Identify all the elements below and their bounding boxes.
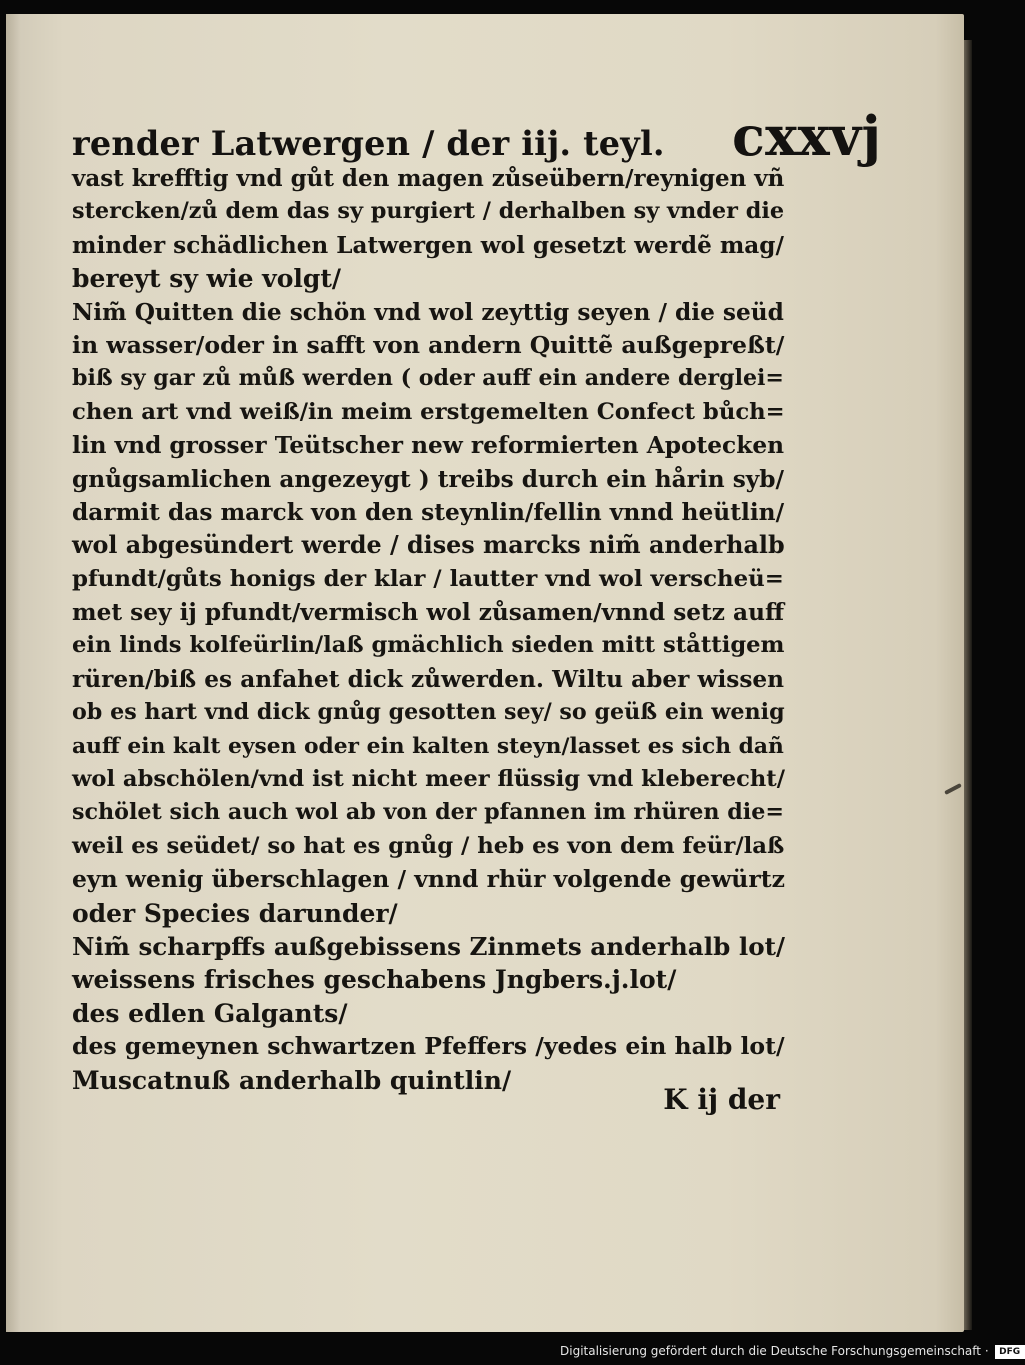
page-gutter-edge xyxy=(6,14,20,1332)
text-line: vast krefftig vnd gůt den magen zůseübern/reynigen vñ xyxy=(72,165,785,192)
page-edge-shadow xyxy=(964,40,972,1330)
text-line: in wasser/oder in safft von andern Quittẽ außgepreßt/ xyxy=(72,330,785,359)
text-line: Nim̃ scharpffs außgebissens Zinmets anderhalb lot/ xyxy=(72,931,785,961)
text-line: wol abgesündert werde / dises marcks nim̃ anderhalb xyxy=(72,531,785,560)
text-line: stercken/zů dem das sy purgiert / derhalben sy vnder die xyxy=(72,198,785,225)
text-line: biß sy gar zů můß werden ( oder auff ein andere derglei= xyxy=(72,365,784,392)
text-line: weissens frisches geschabens Jngbers.j.lot/ xyxy=(72,965,677,995)
text-line: bereyt sy wie volgt/ xyxy=(72,264,342,294)
text-line: chen art vnd weiß/in meim erstgemelten Confect bůch= xyxy=(72,398,785,425)
text-line: minder schädlichen Latwergen wol gesetzt werdẽ mag/ xyxy=(72,231,784,259)
text-line: rüren/biß es anfahet dick zůwerden. Wiltu aber wissen xyxy=(72,665,785,693)
text-line: eyn wenig überschlagen / vnnd rhür volgende gewürtz xyxy=(72,865,785,894)
running-head-title: render Latwergen / der iij. teyl. xyxy=(72,124,665,163)
text-line: pfundt/gůts honigs der klar / lautter vnd wol verscheü= xyxy=(72,565,784,592)
text-line: darmit das marck von den steynlin/fellin vnnd heütlin/ xyxy=(72,498,785,526)
footer-credit xyxy=(560,1341,1021,1361)
text-line: des gemeynen schwartzen Pfeffers /yedes ein halb lot/ xyxy=(72,1032,785,1061)
text-line: ob es hart vnd dick gnůg gesotten sey/ so geüß ein wenig xyxy=(72,699,785,726)
text-line: oder Species darunder/ xyxy=(72,898,398,928)
text-line: Nim̃ Quitten die schön vnd wol zeyttig seyen / die seüd xyxy=(72,298,784,326)
footer-credit-text: Digitalisierung gefördert durch die Deutsche Forschungsgemeinschaft · xyxy=(560,1344,989,1358)
dfg-logo: DFG xyxy=(995,1345,1025,1359)
text-line: gnůgsamlichen angezeygt ) treibs durch ein hårin syb/ xyxy=(72,465,784,493)
text-line: wol abschölen/vnd ist nicht meer flüssig vnd kleberecht/ xyxy=(72,766,785,793)
text-line: schölet sich auch wol ab von der pfannen im rhüren die= xyxy=(72,799,784,826)
text-line: met sey ij pfundt/vermisch wol zůsamen/vnnd setz auff xyxy=(72,599,785,627)
text-line: weil es seüdet/ so hat es gnůg / heb es von dem feür/laß xyxy=(72,832,785,859)
catchword: K ij der xyxy=(663,1083,780,1116)
body-text xyxy=(72,162,792,1097)
text-line: lin vnd grosser Teütscher new reformierten Apotecken xyxy=(72,432,785,460)
folio-number: cxxvj xyxy=(732,104,882,168)
text-line: auff ein kalt eysen oder ein kalten steyn/lasset es sich dañ xyxy=(72,733,784,759)
text-line: ein linds kolfeürlin/laß gmächlich sieden mitt ståttigem xyxy=(72,632,785,659)
text-line: des edlen Galgants/ xyxy=(72,998,348,1028)
text-line: Muscatnuß anderhalb quintlin/ xyxy=(72,1065,512,1095)
